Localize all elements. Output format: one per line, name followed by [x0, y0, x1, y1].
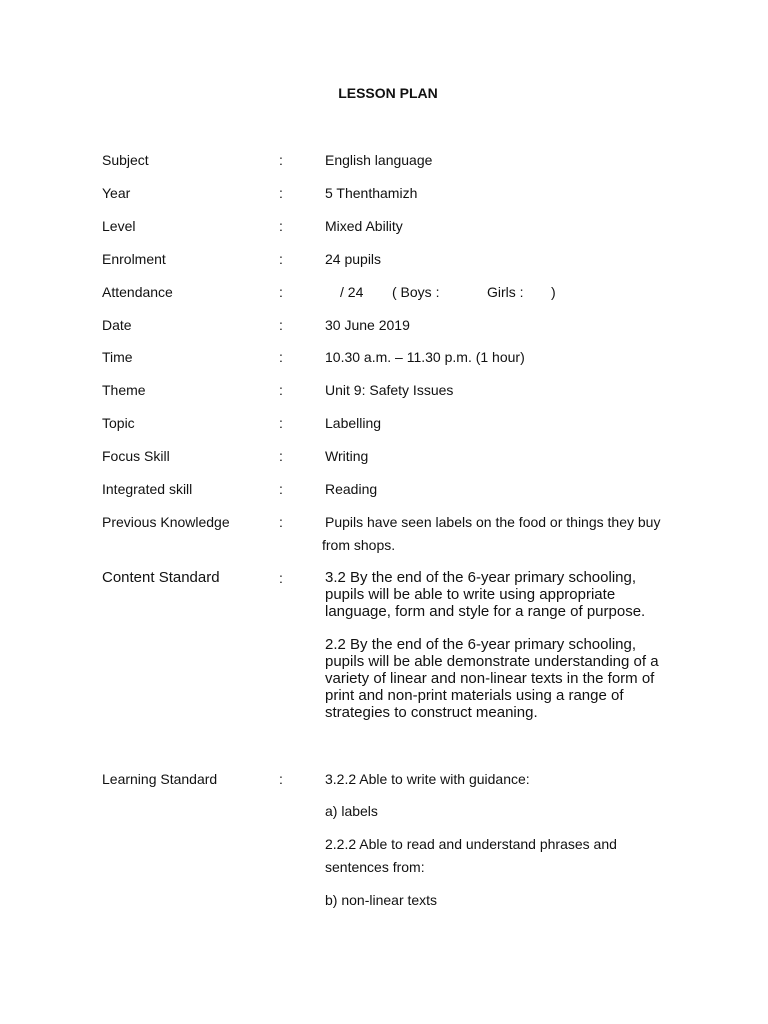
field-value: Mixed Ability	[325, 218, 403, 234]
field-colon: :	[279, 570, 283, 586]
field-colon: :	[279, 317, 283, 333]
learning-standard-item: 3.2.2 Able to write with guidance:	[325, 771, 530, 787]
attendance-boys: ( Boys :	[392, 284, 440, 300]
learning-standard-item: b) non-linear texts	[325, 892, 438, 908]
field-label: Integrated skill	[102, 481, 193, 497]
learning-standard-item: sentences from:	[325, 859, 425, 875]
learning-standard-item: 2.2.2 Able to read and understand phrases and	[325, 836, 617, 852]
field-label: Theme	[102, 382, 146, 398]
field-value: 30 June 2019	[325, 317, 410, 333]
field-label: Content Standard	[102, 569, 220, 586]
field-colon: :	[279, 218, 283, 234]
field-value: 24 pupils	[325, 251, 382, 267]
text-line: print and non-print materials using a range of	[325, 687, 624, 704]
field-label: Time	[102, 349, 133, 365]
text-line: 3.2 By the end of the 6-year primary schooling,	[325, 569, 637, 586]
text-line: 2.2 By the end of the 6-year primary schooling,	[325, 636, 637, 653]
field-label: Level	[102, 218, 136, 234]
text-line: strategies to construct meaning.	[325, 704, 538, 721]
field-value: Writing	[325, 448, 369, 464]
field-colon: :	[279, 382, 283, 398]
field-label: Topic	[102, 415, 135, 431]
field-value: Unit 9: Safety Issues	[325, 382, 454, 398]
field-value: English language	[325, 152, 433, 168]
attendance-total: / 24	[340, 284, 364, 300]
field-colon: :	[279, 152, 283, 168]
field-colon: :	[279, 514, 283, 530]
field-colon: :	[279, 185, 283, 201]
attendance-girls: Girls :	[487, 284, 524, 300]
field-label: Subject	[102, 152, 149, 168]
field-colon: :	[279, 284, 283, 300]
field-value: 5 Thenthamizh	[325, 185, 418, 201]
previous-knowledge-continuation: from shops.	[322, 537, 396, 553]
field-value: 10.30 a.m. – 11.30 p.m. (1 hour)	[325, 349, 525, 365]
text-line: variety of linear and non-linear texts in the form of	[325, 670, 655, 687]
field-label: Previous Knowledge	[102, 514, 230, 530]
field-colon: :	[279, 251, 283, 267]
field-label: Enrolment	[102, 251, 166, 267]
page-title: LESSON PLAN	[338, 85, 438, 101]
content-standard-paragraph-1	[325, 569, 685, 620]
learning-standard-item: a) labels	[325, 803, 378, 819]
field-colon: :	[279, 349, 283, 365]
field-colon: :	[279, 415, 283, 431]
content-standard-paragraph-2	[325, 636, 685, 721]
field-label: Learning Standard	[102, 771, 218, 787]
field-colon: :	[279, 448, 283, 464]
field-label: Attendance	[102, 284, 173, 300]
field-colon: :	[279, 481, 283, 497]
text-line: language, form and style for a range of purpose.	[325, 603, 646, 620]
field-label: Year	[102, 185, 131, 201]
field-colon: :	[279, 771, 283, 787]
text-line: pupils will be able to write using appropriate	[325, 586, 616, 603]
field-value: Labelling	[325, 415, 382, 431]
field-value: Pupils have seen labels on the food or things they buy	[325, 514, 661, 530]
field-value: Reading	[325, 481, 378, 497]
field-label: Focus Skill	[102, 448, 170, 464]
text-line: pupils will be able demonstrate understanding of a	[325, 653, 659, 670]
attendance-close: )	[551, 284, 556, 300]
field-label: Date	[102, 317, 132, 333]
